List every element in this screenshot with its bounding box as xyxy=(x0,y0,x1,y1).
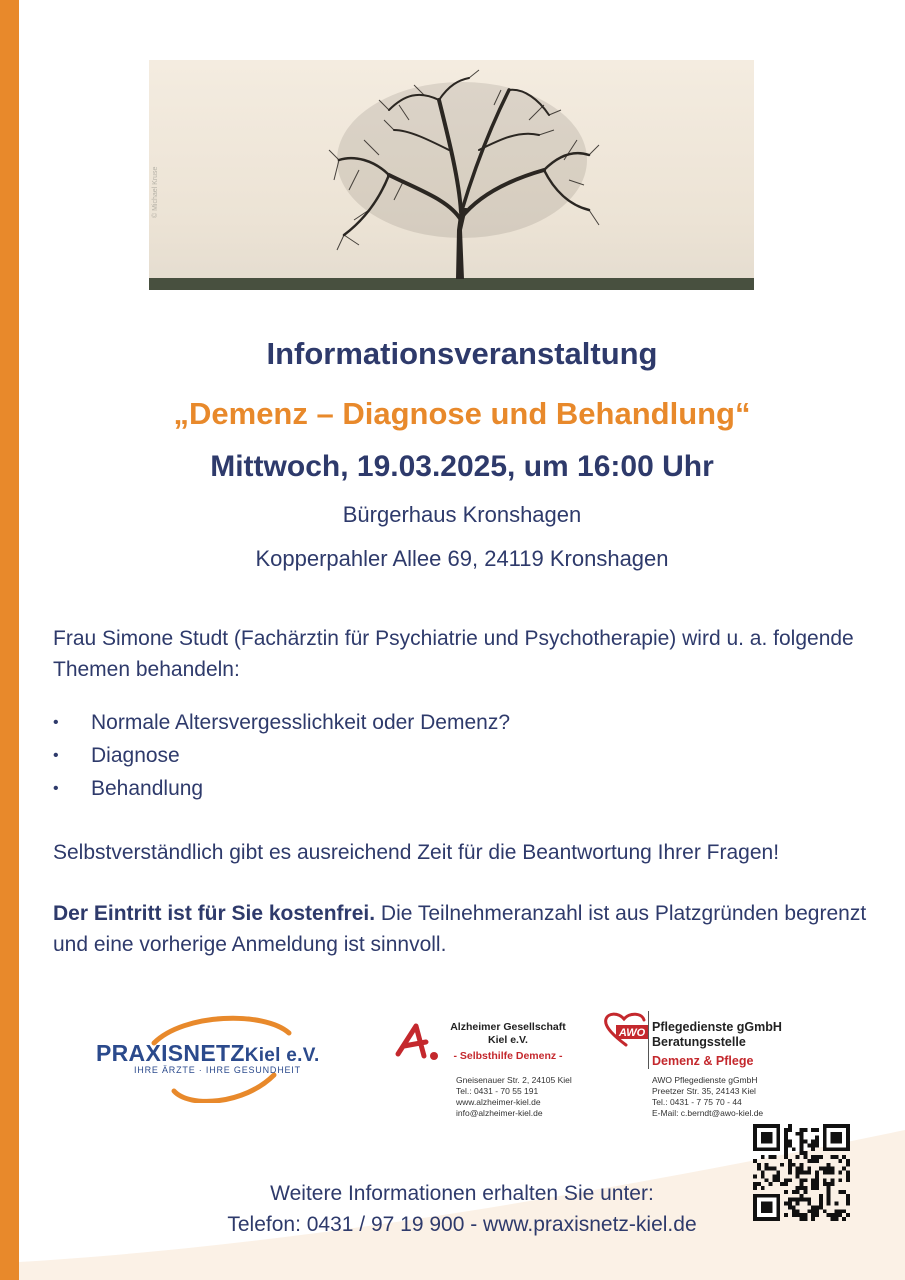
entry-paragraph xyxy=(53,898,873,960)
alzheimer-subtitle: - Selbsthilfe Demenz - xyxy=(453,1050,563,1062)
questions-note: Selbstverständlich gibt es ausreichend Zeit für die Beantwortung Ihrer Fragen! xyxy=(53,841,780,864)
topic-list xyxy=(53,706,510,805)
awo-divider xyxy=(648,1011,649,1069)
awo-subtitle: Demenz & Pflege xyxy=(652,1054,754,1068)
photo-credit: © Michael Kruse xyxy=(152,166,159,218)
intro-paragraph: Frau Simone Studt (Fachärztin für Psychiatrie und Psychotherapie) wird u. a. folgende Themen behandeln: xyxy=(53,627,854,681)
list-item: • Behandlung xyxy=(53,772,510,805)
footer-line1: Weitere Informationen erhalten Sie unter: xyxy=(270,1182,654,1205)
event-subtitle: „Demenz – Diagnose und Behandlung“ xyxy=(173,396,751,431)
praxisnetz-city: Kiel e.V. xyxy=(244,1045,320,1066)
alzheimer-title: Alzheimer Gesellschaft Kiel e.V. xyxy=(450,1021,566,1046)
event-address: Kopperpahler Allee 69, 24119 Kronshagen xyxy=(255,546,669,571)
alzheimer-contact: Gneisenauer Str. 2, 24105 Kiel Tel.: 0431 - 70 55 191 www.alzheimer-kiel.de info@alzheimer-kiel.de xyxy=(456,1075,572,1118)
event-title: Informationsveranstaltung xyxy=(266,336,658,371)
orange-side-bar xyxy=(0,0,19,1280)
event-date: Mittwoch, 19.03.2025, um 16:00 Uhr xyxy=(210,450,714,483)
event-venue: Bürgerhaus Kronshagen xyxy=(342,502,582,527)
footer-contact-line[interactable]: Telefon: 0431 / 97 19 900 - www.praxisnetz-kiel.de xyxy=(227,1213,697,1236)
praxisnetz-name: PRAXISNETZ xyxy=(96,1040,245,1066)
tree-photo xyxy=(149,60,754,290)
praxisnetz-tagline: IHRE ÄRZTE · IHRE GESUNDHEIT xyxy=(134,1065,301,1075)
list-item: • Diagnose xyxy=(53,739,510,772)
awo-badge: AWO xyxy=(618,1027,646,1039)
alzheimer-logo-icon xyxy=(394,1020,444,1064)
footer-info xyxy=(19,1178,905,1240)
praxisnetz-logo xyxy=(94,1013,364,1103)
awo-heart-icon xyxy=(602,1011,650,1047)
entry-rest-text: Die Teilnehmeranzahl ist aus Platzgründen begrenzt und eine vorherige Anmeldung ist sinnvoll. xyxy=(53,902,867,956)
awo-contact: AWO Pflegedienste gGmbH Preetzer Str. 35, 24143 Kiel Tel.: 0431 - 7 75 70 - 44 E-Mail: c.berndt@awo-kiel.de xyxy=(652,1075,764,1118)
awo-title: Pflegedienste gGmbH Beratungsstelle xyxy=(652,1020,782,1049)
entry-free-text: Der Eintritt ist für Sie kostenfrei. xyxy=(53,902,376,925)
list-item: • Normale Altersvergesslichkeit oder Demenz? xyxy=(53,706,510,739)
